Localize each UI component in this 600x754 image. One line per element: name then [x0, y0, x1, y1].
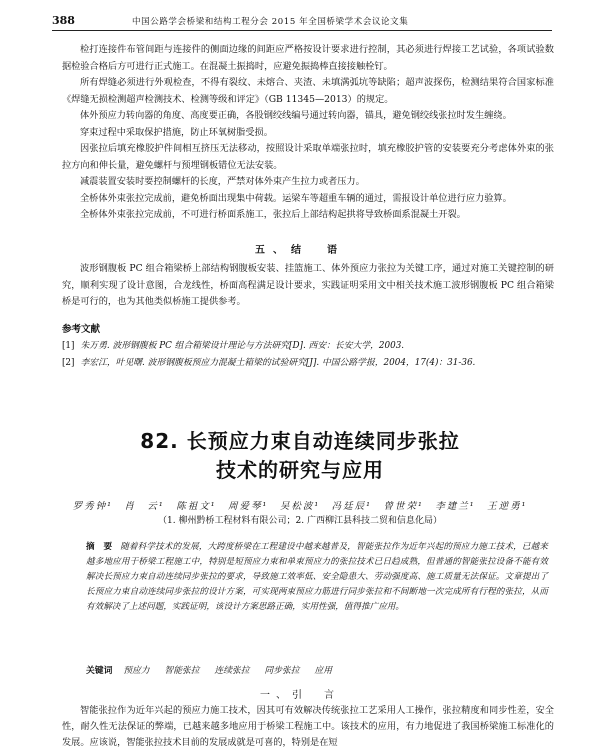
- keyword: 连续张拉: [214, 666, 250, 676]
- conclusion-section: [62, 261, 554, 311]
- article-title-line1: 82. 长预应力束自动连续同步张拉: [140, 429, 460, 453]
- keyword: 智能张拉: [164, 666, 200, 676]
- conclusion-heading: 五、结 语: [255, 245, 345, 256]
- body-paragraph: 体外预应力转向器的角度、高度要正确，各股钢绞线编号通过转向器，锚具，避免钢绞线张拉时发生缠绕。: [80, 110, 512, 121]
- article-title-line2: 技术的研究与应用: [216, 458, 384, 482]
- reference-index: [2]: [62, 358, 75, 368]
- running-header: [52, 12, 552, 31]
- body-paragraph: 因张拉后填充橡胶护件间相互挤压无法移动，按照设计采取单端张拉时，填充橡胶护管的安装要充分考虑体外束的张拉方向和伸长量，避免螺杆与预埋钢板错位无法安装。: [62, 143, 554, 171]
- keyword: 预应力: [123, 666, 150, 676]
- reference-index: [1]: [62, 341, 75, 351]
- references-heading: 参考文献: [62, 324, 101, 335]
- reference-item: [62, 339, 562, 353]
- body-paragraph: 穿束过程中采取保护措施，防止环氧树脂受损。: [80, 126, 273, 138]
- abstract-label: 摘 要: [86, 542, 113, 552]
- conclusion-paragraph: 波形钢腹板 PC 组合箱梁桥上部结构钢腹板安装、挂篮施工、体外预应力张拉为关键工序，通过对施工关键控制的研究，顺利实现了设计意图，合龙线性，桥面高程满足设计要求，实践证明采用文中相关技术施工波形钢腹板 PC 组合箱梁桥是可行的，也为其他类似桥施工提供参考。: [62, 263, 554, 307]
- body-paragraph: 全桥体外束张拉完成前，不可进行桥面系施工，张拉后上部结构起拱将导致桥面系混凝土开裂。: [80, 209, 466, 220]
- keywords-block: [86, 663, 344, 676]
- running-head-title: 中国公路学会桥梁和结构工程分会 2015 年全国桥梁学术会议论文集: [132, 17, 409, 27]
- page-number: 388: [52, 14, 75, 27]
- keywords-label: 关键词: [86, 666, 113, 676]
- body-paragraph: 检打连接件布管间距与连接件的侧面边缘的间距应严格按设计要求进行控制，其必须进行焊接工艺试验，各项试验数据检验合格后方可进行正式施工。在混凝土振捣时，应避免振捣棒直接接触栓钉。: [62, 44, 554, 72]
- abstract-block: [86, 540, 548, 615]
- reference-text: 李宏江，叶见曙. 波形钢腹板预应力混凝土箱梁的试验研究[J]. 中国公路学报，2004，17(4)：31-36.: [80, 358, 476, 368]
- keyword: 应用: [314, 666, 333, 676]
- intro-paragraph: 智能张拉作为近年兴起的预应力施工技术，因其可有效解决传统张拉工艺采用人工操作，张拉精度和同步性差，安全性，耐久性无法保证的弊端，已越来越多地应用于桥梁工程施工中。该技术的应用，有力地促进了我国桥梁施工标准化的发展。应该说，智能张拉技术目前的发展成就是可喜的，特别是在短: [62, 705, 554, 748]
- body-paragraph: 减震装置安装时要控制螺杆的长度，严禁对体外束产生拉力或者压力。: [80, 176, 365, 187]
- body-paragraph: 全桥体外束张拉完成前，避免桥面出现集中荷载。运梁车等超重车辆的通过，需报设计单位进行应力验算。: [80, 192, 512, 204]
- keyword: 同步张拉: [264, 666, 300, 676]
- abstract-text: 随着科学技术的发展，大跨度桥梁在工程建设中越来越普及，智能张拉作为近年兴起的预应力施工技术，已越来越多地应用于桥梁工程施工中，特别是短预应力束和单束预应力的张拉技术已日趋成熟，但普通的智能张拉设备不能有效解决长预应力束自动连续同步张拉的要求，导致施工效率低、安全隐患大、劳动强度高、施工质量无法保证。文章提出了长预应力束自动连续同步张拉的设计方案，可实现两束预应力筋进行同步张拉和不间断地一次完成所有行程的张拉，从而有效解决了上述问题，实践证明，该设计方案思路正确，实用性强，值得推广应用。: [86, 542, 548, 612]
- intro-heading: 一、引 言: [260, 690, 340, 701]
- article-affiliation: （1. 柳州黔桥工程材料有限公司；2. 广西柳江县科技二贸和信息化局）: [158, 516, 442, 526]
- continued-section: [62, 42, 554, 224]
- body-paragraph: 所有焊缝必须进行外观检查，不得有裂纹、未熔合、夹渣、未填满弧坑等缺陷；超声波探伤，检测结果符合国家标准《焊缝无损检测超声检测技术、检测等级和评定》（GB 11345—2013）的规定。: [62, 77, 554, 105]
- article-authors: 罗秀钟¹ 肖 云¹ 陈祖文¹ 周爱琴¹ 吴松波¹ 冯廷辰¹ 曾世荣¹ 李建兰¹ 王逆勇¹: [72, 501, 528, 512]
- reference-text: 朱万勇. 波形钢腹板 PC 组合箱梁设计理论与方法研究[D]. 西安：长安大学，2003.: [80, 341, 405, 351]
- reference-item: [62, 356, 562, 370]
